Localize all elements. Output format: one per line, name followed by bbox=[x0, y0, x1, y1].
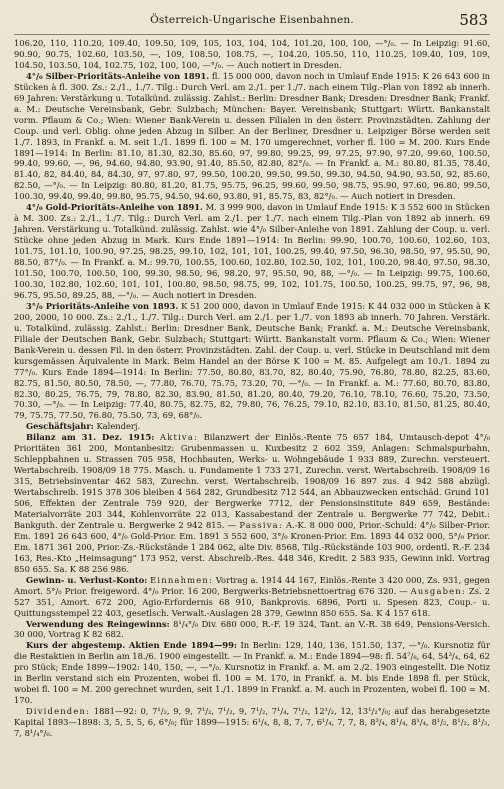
text-run: 106.20, 110, 110.20, 109.40, 109.50, 109, 105, 103, 104, 104, 101.20, 100, 100, —°/₀. — In Leipzig: 91.60, 90.90, 90.75, 102.60, 103.50, —, 109, 108.50, 108.75, —, 104.20, 105.50, 110, 110.25, 109.40, 109, 109, 104.50, 103.50, 104, 102.75, 102, 100, 100, —°/₀. — Auch notiert in Dresden. bbox=[14, 38, 490, 70]
body-text bbox=[14, 38, 490, 739]
text-run: Kalenderj. bbox=[93, 421, 141, 432]
spaced-label: Passiva: bbox=[239, 519, 283, 530]
paragraph-balance-sheet bbox=[14, 432, 490, 574]
text-run: fl. 15 000 000, davon noch in Umlauf Ende 1915: K 26 643 600 in Stücken à fl. 300. Zs.: 2./1., 1./7. Tilg.: Durch Verl. am 2./1. per 1./7. nach einem Tilg.-Plan von 1892 ab innerh. 69 Jahren: Verstärkung u. Totalkünd. zulässig. Zahlst.: Berlin: Dresdner Bank; Dresden: Dresdner Bank; Frankf. a. M.: Deutsche Vereinsbank, Gebr. Sulzbach; München: Bayer. Vereinsbank; Stuttgart: Württ. Bankanstalt vorm. Pflaum & Co.; Wien: Wiener Bank-Verein u. dessen Filialen in den österr. Provinzstädten. Zahlung der Coup. und verl. Oblig. ohne jeden Abzug in Silber. An der Berliner, Dresdner u. Leipziger Börse werden seit 1./7. 1893, in Frankf. a. M. seit 1./1. 1899 fl. 100 = M. 170 umgerechnet, vorher fl. 100 = M. 200. Kurs Ende 1891—1914: In Berlin: 81.10, 81.30, 82.30, 85.60, 97, 99.80, 99.25, 99, 97.25, 97.90, 97.20, 99.60, 100.50, 99.40, 99.60, —, 96, 94.60, 94.80, 93.90, 91.40, 85.50, 82.80, 82°/₀. — In Frankf. a. M.: 80.80, 81.35, 78.40, 81.40, 82, 84.40, 84, 84.30, 97, 97.80, 97, 99.50, 100.20, 99.50, 99.50, 99.30, 94.50, 94.90, 93.50, 92, 85.60, 82.50, —°/₀. — In Leipzig: 80.80, 81.20, 81.75, 95.75, 96.25, 99.60, 99.50, 98.75, 95.90, 97.60, 96.80, 99.50, 100.30, 99.40, 99.40, 99.80, 95.75, 94.50, 94.60, 93.80, 91, 85.75, 83, 82°/₀. — Auch notiert in Dresden. bbox=[14, 70, 490, 202]
bold-heading: Gewinn- u. Verlust-Konto: bbox=[26, 574, 148, 585]
bold-heading: Verwendung des Reingewinns: bbox=[26, 618, 170, 629]
spaced-label: Dividenden: bbox=[26, 706, 91, 717]
paragraph-gold-loan-1891 bbox=[14, 202, 490, 301]
text-run: 8¹/₄°/₀ Div. 680 000, R.-F. 19 324, Tant. an V.-R. 38 649, Pensions-Versich. 30 000, Vortrag K 82 682. bbox=[14, 618, 490, 640]
spaced-label: Einnahmen: bbox=[150, 574, 213, 585]
bold-heading: 4°/₀ Silber-Prioritäts-Anleihe von 1891. bbox=[26, 70, 210, 81]
paragraph-profit-use bbox=[14, 619, 490, 641]
page-header bbox=[14, 12, 490, 35]
spaced-label: Ausgaben: bbox=[410, 585, 466, 596]
spaced-label: Aktiva: bbox=[160, 432, 199, 443]
text-run: In Berlin: 129, 140, 136, 151.50, 137, —°/₀. Kursnotiz für die Restaktien in Berlin am 18./6. 1900 eingestellt. — In Frankf. a. M.: Ende 1894—98: fl. 54⁷/₈, 64, 54³/₄, 64, 62 pro Stück; Ende 1899—1902: 140, 150, —, —°/₀. Kursnotiz in Frankf. a. M. am 2./2. 1903 eingestellt. Die Notiz in Berlin verstand sich ein Prozenten, wobei fl. 100 = M. 170, in Frankf. a. M. bis Ende 1898 fl. per Stück, wobei fl. 100 = M. 200 gerechnet wurden, seit 1./1. 1899 in Frankf. a. M. auch in Prozenten, wobei fl. 100 = M. 170. bbox=[14, 640, 490, 706]
text-run: K 51 200 000, davon in Umlauf Ende 1915: K 44 032 000 in Stücken à K 200, 2000, 10 000. Zs.: 2./1., 1./7. Tilg.: Durch Verl. am 2./1. per 1./7. von 1893 ab innerh. 70 Jahren. Verstärk. u. Totalkünd. zulässig. Zahlst.: Berlin: Dresdner Bank, Deutsche Bank; Frankf. a. M.: Deutsche Vereinsbank, Filiale der Deutschen Bank, Gebr. Sulzbach; Stuttgart: Württ. Bankanstalt vorm. Pflaum & Co.; Wien: Wiener Bank-Verein u. dessen Fil. in den österr. Provinzstädten. Zahl. der Coup. u. verl. Stücke in Deutschland mit dem kursgemässen Äquivalente in Mark. Beim Handel an der Börse K 100 = M. 85. Aufgelegt am 10./1. 1894 zu 77°/₀. Kurs Ende 1894—1914: In Berlin: 77.50, 80.80, 83.70, 82, 80.40, 75.90, 76.80, 78.80, 82.25, 83.60, 82.75, 81.50, 80.50, 78.50, —, 77.80, 76.70, 75.75, 73.20, 70, —°/₀. — In Frankf. a. M.: 77.60, 80.70, 83.80, 82.30, 80.25, 76.75, 79, 78.80, 82.30, 83.90, 81.50, 81.20, 80.40, 79.20, 76.10, 78.10, 76.60, 75.20, 73.50, 70.30, —°/₀. — In Leipzig: 77.40, 80.75, 82.75, 82, 79.80, 76, 76.25, 79.10, 82.10, 83.10, 81.50, 81.25, 80.40, 79, 75.75, 77.50, 76.80, 75.50, 73, 69, 68°/₀. bbox=[14, 300, 490, 421]
text-run: M. 3 999 900, davon in Umlauf Ende 1915: K 3 552 600 in Stücken à M. 300. Zs.: 2./1., 1./7. Tilg.: Durch Verl. am 2./1. per 1./7. nach einem Tilg.-Plan von 1892 ab innerh. 69 Jahren. Verstärkung u. Totalkünd. zulässig. Zahlst. wie 4°/₀ Silber-Anleihe von 1891. Zahlung der Coup. u. verl. Stücke ohne jeden Abzug in Mark. Kurs Ende 1891—1914: In Berlin: 99.90, 100.70, 100.60, 102.60, 103, 101.75, 101.10, 100.90, 97.25, 98.25, 99.10, 102, 101, 101, 100.25, 99.40, 97.50, 96.30, 98.50, 97, 95.50, 90, 88.50, 87°/₀. — In Frankf. a. M.: 99.70, 100.55, 100.60, 102.80, 102.50, 102, 101, 100.20, 98.40, 97.50, 98.30, 101.50, 100.70, 100.50, 100, 99.30, 98.50, 96, 98.20, 97, 95.50, 90, 88, —°/₀. — In Leipzig: 99.75, 100.60, 100.30, 102.80, 102.60, 101, 101, 100.80, 98.50, 98.75, 99, 102, 101.75, 100.50, 100.25, 99.75, 97, 96, 98, 96.75, 95.50, 89.25, 88, —°/₀. — Auch notiert in Dresden. bbox=[14, 202, 490, 300]
text-run: Zs. 2 527 351, Amort. 672 200, Agio-Erfordernis 68 910, Bankprovis. 6896, Porti u. Spesen 823, Coup.- u. Quittungsstempel 22 403, gesetlsch. Verwalt.-Auslagen 28 379, Gewinn 850 655. Sa. K 4 157 618. bbox=[14, 585, 490, 618]
bold-heading: 4°/₀ Gold-Prioritäts-Anleihe von 1891. bbox=[26, 202, 203, 213]
paragraph-silver-loan-1891 bbox=[14, 71, 490, 202]
paragraph-profit-loss bbox=[14, 575, 490, 619]
paragraph-share-price bbox=[14, 640, 490, 706]
paragraph-fiscal-year bbox=[14, 421, 490, 432]
text-run: Vortrag a. 1914 44 167, Einlös.-Rente 3 420 000, Zs. 931, gegen Amort. 5°/₀ Prior. freigeword. 4°/₀ Prior. 16 200, Bergwerks-Betriebsnettoertrag 676 320. — bbox=[14, 574, 491, 596]
bold-heading: Geschäftsjahr: bbox=[26, 421, 94, 432]
text-run: A.-K. 8 000 000, Prior.-Schuld: 4°/₀ Silber-Prior. Em. 1891 26 643 600, 4°/₀ Gold-Prior. Em. 1891 3 552 600, 3°/₀ Kronen-Prior. Em. 1893 44 032 000, 5°/₀ Prior. Em. 1871 361 200, Prior.-Zs.-Rückstände 1 284 062, alte Div. 8568, Tilg.-Rückstände 103 900, ordentl. R.-F. 234 163, Res.-Kto „Heimsagung“ 173 952, verst. Abschreib.-Res. 448 346, Kredit. 2 583 935, Gewinn inkl. Vortrag 850 655. Sa. K 88 256 986. bbox=[14, 519, 490, 574]
running-title: Österreich-Ungarische Eisenbahnen. bbox=[150, 14, 354, 26]
text-run: Bilanzwert der Einlös.-Rente 75 657 184, Umtausch-depot 4°/₀ Prioritäten 361 200, Montanbesitz: Grubenmassen u. Kuxbesitz 2 602 359, Anlagen: Schmalspurbahn, Schleppbahnen u. Strassen 705 958, Hochbauten, Werks- u. Wohngebäude 1 933 889, Zurechn. versteuert. Wertabschreib. 1908/09 18 775. Masch. u. Fundamente 1 733 271, Zurechn. verst. Wertabschreib. 1908/09 16 315, Betriebsinventar 462 583, Zurechn. verst. Wertabschreib. 1908/09 16 897 zus. 4 942 588 abzügl. Wertabschreib. 1915 378 306 bleiben 4 564 282, Grundbesitz 712 544, an Abbauzwecken entschäd. Grund 101 506, Effekten der Zentrale 759 920, der Bergwerke 7712, der Pensionsinstitute 849 659, Bestände: Materialvorräte 203 344, Kohlenvorräte 22 013, Kassabestand der Zentrale u. Bergwerke 77 742, Debit.: Bankguth. der Zentrale u. Bergwerke 2 942 815. — bbox=[14, 432, 491, 530]
paragraph-loan-1893 bbox=[14, 301, 490, 421]
bold-heading: Bilanz am 31. Dez. 1915: bbox=[26, 432, 155, 443]
text-run: 1881—92: 0, 7¹/₂, 9, 9, 7¹/₂, 7¹/₂, 9, 7¹/₂, 7¹/₄, 7¹/₂, 12¹/₂, 12, 13¹/₂°/₀; auf das herabgesetzte Kapital 1893—1898: 3, 5, 5, 5, 6, 6°/₀; für 1899—1915: 6¹/₄, 8, 8, 7, 7, 6¹/₄, 7, 7, 8, 8³/₄, 8¹/₄, 8¹/₄, 8¹/₂, 8¹/₂, 8¹/₂, 7, 8¹/₄°/₀. bbox=[14, 706, 490, 739]
bold-heading: Kurs der abgestemp. Aktien Ende 1894—99: bbox=[26, 640, 237, 651]
page-number: 583 bbox=[459, 11, 488, 29]
paragraph-continued-quotes bbox=[14, 38, 490, 71]
paragraph-dividends bbox=[14, 706, 490, 739]
bold-heading: 3°/₀ Prioritäts-Anleihe von 1893. bbox=[26, 300, 179, 311]
